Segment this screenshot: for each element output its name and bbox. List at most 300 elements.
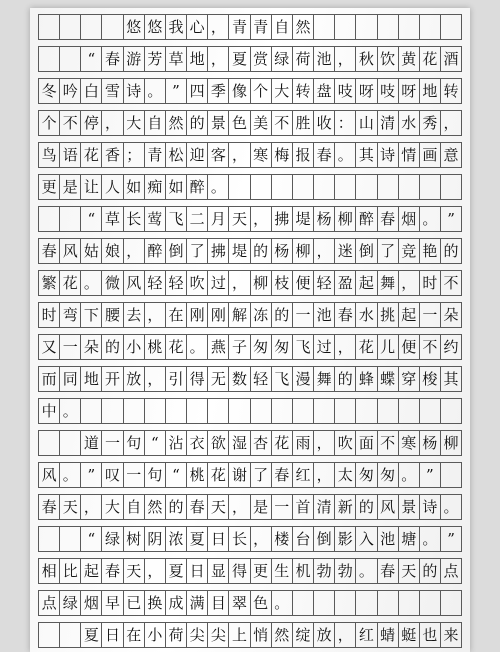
grid-cell [60,431,81,455]
grid-cell [39,623,60,647]
grid-cell: 花 [81,143,102,167]
grid-cell: 色 [251,591,272,615]
grid-cell: 了 [378,239,399,263]
grid-cell: 绽 [293,623,314,647]
grid-cell: 风 [60,239,81,263]
grid-cell: 上 [229,623,250,647]
grid-cell: 的 [335,367,356,391]
grid-cell: 寒 [399,431,420,455]
grid-cell: 解 [229,303,250,327]
grid-cell: 首 [293,495,314,519]
grid-cell: 下 [81,303,102,327]
grid-cell: 夏 [187,527,208,551]
grid-cell: 穿 [399,367,420,391]
grid-cell: 赏 [251,47,272,71]
grid-cell: ， [399,271,420,295]
grid-cell: 心 [187,15,208,39]
grid-cell: 然 [293,15,314,39]
grid-cell: 了 [187,239,208,263]
grid-cell: 无 [208,367,229,391]
grid-cell: 。 [81,271,102,295]
grid-cell: 树 [124,527,145,551]
grid-cell: 芳 [145,47,166,71]
grid-cell: 比 [60,559,81,583]
grid-cell: 勃 [314,559,335,583]
grid-cell: 倒 [314,527,335,551]
grid-cell [399,591,420,615]
grid-cell: 机 [293,559,314,583]
grid-cell [420,15,441,39]
grid-cell: ” [166,79,187,103]
grid-cell: 让 [81,175,102,199]
grid-cell: 飞 [166,207,187,231]
grid-cell: 尖 [187,623,208,647]
grid-cell: 语 [60,143,81,167]
grid-cell: 的 [251,239,272,263]
grid-cell [293,399,314,423]
grid-cell: 衣 [187,431,208,455]
grid-cell: 娘 [102,239,123,263]
grid-cell: 自 [124,495,145,519]
text-line [38,110,462,136]
grid-cell [60,47,81,71]
grid-cell: 太 [335,463,356,487]
grid-cell: 酒 [441,47,462,71]
grid-cell: 在 [166,303,187,327]
grid-cell: 迎 [187,143,208,167]
grid-cell: 飞 [272,367,293,391]
grid-cell: 天 [399,559,420,583]
grid-cell: 堤 [293,207,314,231]
grid-cell: 小 [124,335,145,359]
text-line [38,334,462,360]
grid-cell: 欲 [208,431,229,455]
grid-cell: 地 [420,79,441,103]
grid-cell: 香 [102,143,123,167]
grid-cell: 不 [420,335,441,359]
grid-cell: 不 [272,111,293,135]
grid-cell: 生 [272,559,293,583]
grid-cell: 中 [39,399,60,423]
grid-cell: ， [229,495,250,519]
text-line [38,494,462,520]
grid-cell: 悠 [145,15,166,39]
grid-cell: 吟 [60,79,81,103]
grid-cell: 蝶 [378,367,399,391]
grid-cell: 花 [60,271,81,295]
grid-cell: ： [335,111,356,135]
grid-cell [39,15,60,39]
grid-cell [399,15,420,39]
grid-cell: 风 [39,463,60,487]
grid-cell: 燕 [208,335,229,359]
grid-cell: 长 [124,207,145,231]
grid-cell: 画 [420,143,441,167]
grid-cell: 去 [124,303,145,327]
grid-cell: 荷 [293,47,314,71]
grid-cell: 饮 [378,47,399,71]
grid-cell: 盈 [335,271,356,295]
grid-cell: 悠 [124,15,145,39]
grid-cell: 诗 [124,79,145,103]
grid-cell [251,399,272,423]
grid-cell: 青 [229,15,250,39]
grid-cell: 吱 [378,79,399,103]
grid-cell: 弯 [60,303,81,327]
grid-cell: 天 [60,495,81,519]
grid-cell: 的 [441,239,462,263]
grid-cell: 收 [314,111,335,135]
grid-cell [293,175,314,199]
grid-cell: 柳 [335,207,356,231]
grid-cell: 。 [356,559,377,583]
grid-cell [399,175,420,199]
grid-cell: 浓 [166,527,187,551]
grid-cell: 秋 [356,47,377,71]
grid-cell: 胜 [293,111,314,135]
grid-cell [60,15,81,39]
text-line [38,206,462,232]
grid-cell [441,591,462,615]
grid-cell: 其 [356,143,377,167]
grid-cell [378,591,399,615]
grid-cell: 水 [399,111,420,135]
grid-cell: 柳 [293,239,314,263]
grid-cell: 白 [81,79,102,103]
grid-cell: 轻 [145,271,166,295]
grid-cell: ” [441,207,462,231]
grid-cell: 烟 [81,591,102,615]
grid-cell: 停 [81,111,102,135]
grid-cell: 朵 [81,335,102,359]
grid-cell: 拂 [272,207,293,231]
grid-cell: ， [251,527,272,551]
grid-cell: 已 [124,591,145,615]
grid-cell: 一 [272,495,293,519]
grid-cell: 美 [251,111,272,135]
grid-cell: ” [441,527,462,551]
grid-cell: 显 [208,559,229,583]
grid-cell: 季 [208,79,229,103]
grid-cell: 春 [378,559,399,583]
grid-cell: 翠 [229,591,250,615]
grid-cell: 夏 [81,623,102,647]
grid-cell: 自 [145,111,166,135]
grid-cell: 大 [272,79,293,103]
grid-cell: ， [441,111,462,135]
grid-cell: 花 [420,47,441,71]
grid-cell: 春 [314,143,335,167]
grid-cell: 雨 [293,431,314,455]
grid-cell [39,431,60,455]
grid-cell: 地 [81,367,102,391]
grid-cell: 。 [208,175,229,199]
grid-cell: 不 [441,271,462,295]
grid-cell: 草 [166,47,187,71]
grid-cell: 冬 [39,79,60,103]
grid-cell: 的 [166,495,187,519]
grid-cell: 拂 [208,239,229,263]
grid-cell: 一 [124,463,145,487]
grid-cell: 儿 [378,335,399,359]
grid-cell: 枝 [272,271,293,295]
grid-cell: 一 [293,303,314,327]
text-line [38,174,462,200]
grid-cell: 鸟 [39,143,60,167]
grid-cell: 开 [102,367,123,391]
grid-cell: 匆 [356,463,377,487]
grid-cell: 清 [378,111,399,135]
grid-cell: 绿 [102,527,123,551]
grid-cell [356,399,377,423]
grid-cell [102,15,123,39]
grid-cell: 轻 [251,367,272,391]
grid-cell [60,207,81,231]
text-line [38,622,462,648]
grid-cell: 春 [378,207,399,231]
grid-cell: 。 [335,143,356,167]
grid-cell: 雪 [102,79,123,103]
grid-cell: 春 [102,47,123,71]
grid-cell: 烟 [399,207,420,231]
grid-cell: 竞 [399,239,420,263]
grid-cell: 日 [187,559,208,583]
grid-cell: 约 [441,335,462,359]
grid-cell [356,175,377,199]
grid-cell: 得 [187,367,208,391]
grid-cell: 入 [356,527,377,551]
grid-cell: 。 [60,463,81,487]
grid-cell: ， [314,431,335,455]
grid-cell: 起 [356,271,377,295]
grid-cell: 时 [39,303,60,327]
text-line [38,238,462,264]
grid-cell: 春 [39,495,60,519]
grid-cell: 楼 [272,527,293,551]
grid-cell: 吹 [335,431,356,455]
grid-cell: 吹 [187,271,208,295]
grid-cell: 寒 [251,143,272,167]
grid-cell: 池 [314,303,335,327]
grid-cell [293,591,314,615]
grid-cell: 客 [208,143,229,167]
grid-cell: 新 [335,495,356,519]
grid-cell: 莺 [145,207,166,231]
grid-cell: 诗 [378,143,399,167]
grid-cell: 天 [208,495,229,519]
grid-cell: 舞 [314,367,335,391]
grid-cell: 。 [420,207,441,231]
grid-cell: 然 [145,495,166,519]
grid-cell [229,399,250,423]
grid-cell: 意 [441,143,462,167]
grid-cell: ， [335,335,356,359]
grid-cell: 醉 [145,239,166,263]
grid-cell [81,15,102,39]
grid-cell: 子 [229,335,250,359]
grid-cell: 花 [356,335,377,359]
grid-cell: 。 [441,495,462,519]
grid-cell [399,399,420,423]
grid-cell: 而 [39,367,60,391]
grid-cell: 一 [102,431,123,455]
grid-cell: ， [102,111,123,135]
grid-cell: 换 [145,591,166,615]
grid-cell: 青 [251,15,272,39]
grid-cell [272,175,293,199]
grid-cell: 谢 [229,463,250,487]
grid-cell [314,591,335,615]
grid-cell: 梭 [420,367,441,391]
grid-cell: 四 [187,79,208,103]
grid-cell: 松 [166,143,187,167]
grid-cell: 勃 [335,559,356,583]
grid-cell: 过 [314,335,335,359]
grid-cell: 塘 [399,527,420,551]
grid-cell: 更 [251,559,272,583]
grid-cell: 桃 [145,335,166,359]
grid-cell: 轻 [166,271,187,295]
grid-cell: 的 [420,559,441,583]
grid-cell: “ [166,463,187,487]
text-line [38,526,462,552]
grid-cell: 过 [208,271,229,295]
grid-cell: 报 [293,143,314,167]
grid-cell [441,463,462,487]
grid-cell: 杏 [251,431,272,455]
grid-cell: 艳 [420,239,441,263]
grid-cell: 匆 [378,463,399,487]
grid-cell: 点 [39,591,60,615]
grid-cell [335,175,356,199]
grid-cell: 然 [272,623,293,647]
grid-cell [60,527,81,551]
grid-cell: ， [335,47,356,71]
grid-cell: 自 [272,15,293,39]
grid-cell: 游 [124,47,145,71]
grid-cell: ， [145,367,166,391]
grid-cell: 是 [251,495,272,519]
grid-cell: 天 [124,559,145,583]
grid-cell: 情 [399,143,420,167]
composition-paper [30,8,470,652]
grid-cell: 一 [420,303,441,327]
grid-cell [335,15,356,39]
text-line [38,142,462,168]
grid-cell: 刚 [208,303,229,327]
grid-cell: 又 [39,335,60,359]
grid-cell: 池 [378,527,399,551]
grid-cell: 蜂 [356,367,377,391]
grid-cell [251,175,272,199]
grid-cell: 放 [124,367,145,391]
grid-cell: 绿 [272,47,293,71]
grid-cell: 不 [60,111,81,135]
grid-cell [60,623,81,647]
grid-cell: 大 [124,111,145,135]
grid-cell: 秀 [420,111,441,135]
grid-cell: 人 [102,175,123,199]
grid-cell: 倒 [166,239,187,263]
grid-cell: 个 [251,79,272,103]
grid-cell: 水 [356,303,377,327]
grid-cell: 风 [378,495,399,519]
grid-cell: 春 [187,495,208,519]
grid-cell: 。 [60,399,81,423]
grid-cell [124,399,145,423]
grid-cell: ， [229,143,250,167]
text-line [38,590,462,616]
grid-cell: ； [124,143,145,167]
grid-cell: 转 [293,79,314,103]
grid-cell [187,399,208,423]
text-line [38,558,462,584]
grid-cell: 湿 [229,431,250,455]
grid-cell: 便 [293,271,314,295]
grid-cell: 了 [251,463,272,487]
grid-cell: 一 [60,335,81,359]
grid-cell: 尖 [208,623,229,647]
grid-cell [145,399,166,423]
grid-cell: 青 [145,143,166,167]
title-line [38,14,462,40]
grid-cell: 呀 [399,79,420,103]
grid-cell: “ [81,47,102,71]
grid-cell [81,399,102,423]
grid-cell [356,591,377,615]
grid-cell: ， [145,559,166,583]
grid-cell: 倒 [356,239,377,263]
grid-cell: 。 [272,591,293,615]
grid-cell: 腰 [102,303,123,327]
grid-cell: 月 [208,207,229,231]
grid-cell: 风 [124,271,145,295]
grid-cell: 清 [314,495,335,519]
grid-cell: 小 [145,623,166,647]
grid-cell: 池 [314,47,335,71]
grid-cell [39,207,60,231]
grid-cell [314,15,335,39]
grid-cell: 荷 [166,623,187,647]
grid-cell: 繁 [39,271,60,295]
grid-cell: 冻 [251,303,272,327]
grid-cell: 姑 [81,239,102,263]
grid-cell: 台 [293,527,314,551]
grid-cell: 景 [399,495,420,519]
grid-cell [166,399,187,423]
grid-cell: 春 [335,303,356,327]
grid-cell: 满 [187,591,208,615]
grid-cell: 。 [187,335,208,359]
grid-cell: 红 [356,623,377,647]
grid-cell: “ [81,207,102,231]
grid-cell: 梅 [272,143,293,167]
grid-cell: 漫 [293,367,314,391]
grid-cell: ” [81,463,102,487]
grid-cell: 红 [293,463,314,487]
grid-cell: 刚 [187,303,208,327]
grid-cell: 阴 [145,527,166,551]
grid-cell: 。 [420,527,441,551]
grid-cell: 便 [399,335,420,359]
grid-cell: 春 [39,239,60,263]
grid-cell: 杨 [272,239,293,263]
grid-cell [420,175,441,199]
grid-cell: 时 [420,271,441,295]
grid-cell: 夏 [229,47,250,71]
grid-cell: 微 [102,271,123,295]
grid-cell: 地 [187,47,208,71]
